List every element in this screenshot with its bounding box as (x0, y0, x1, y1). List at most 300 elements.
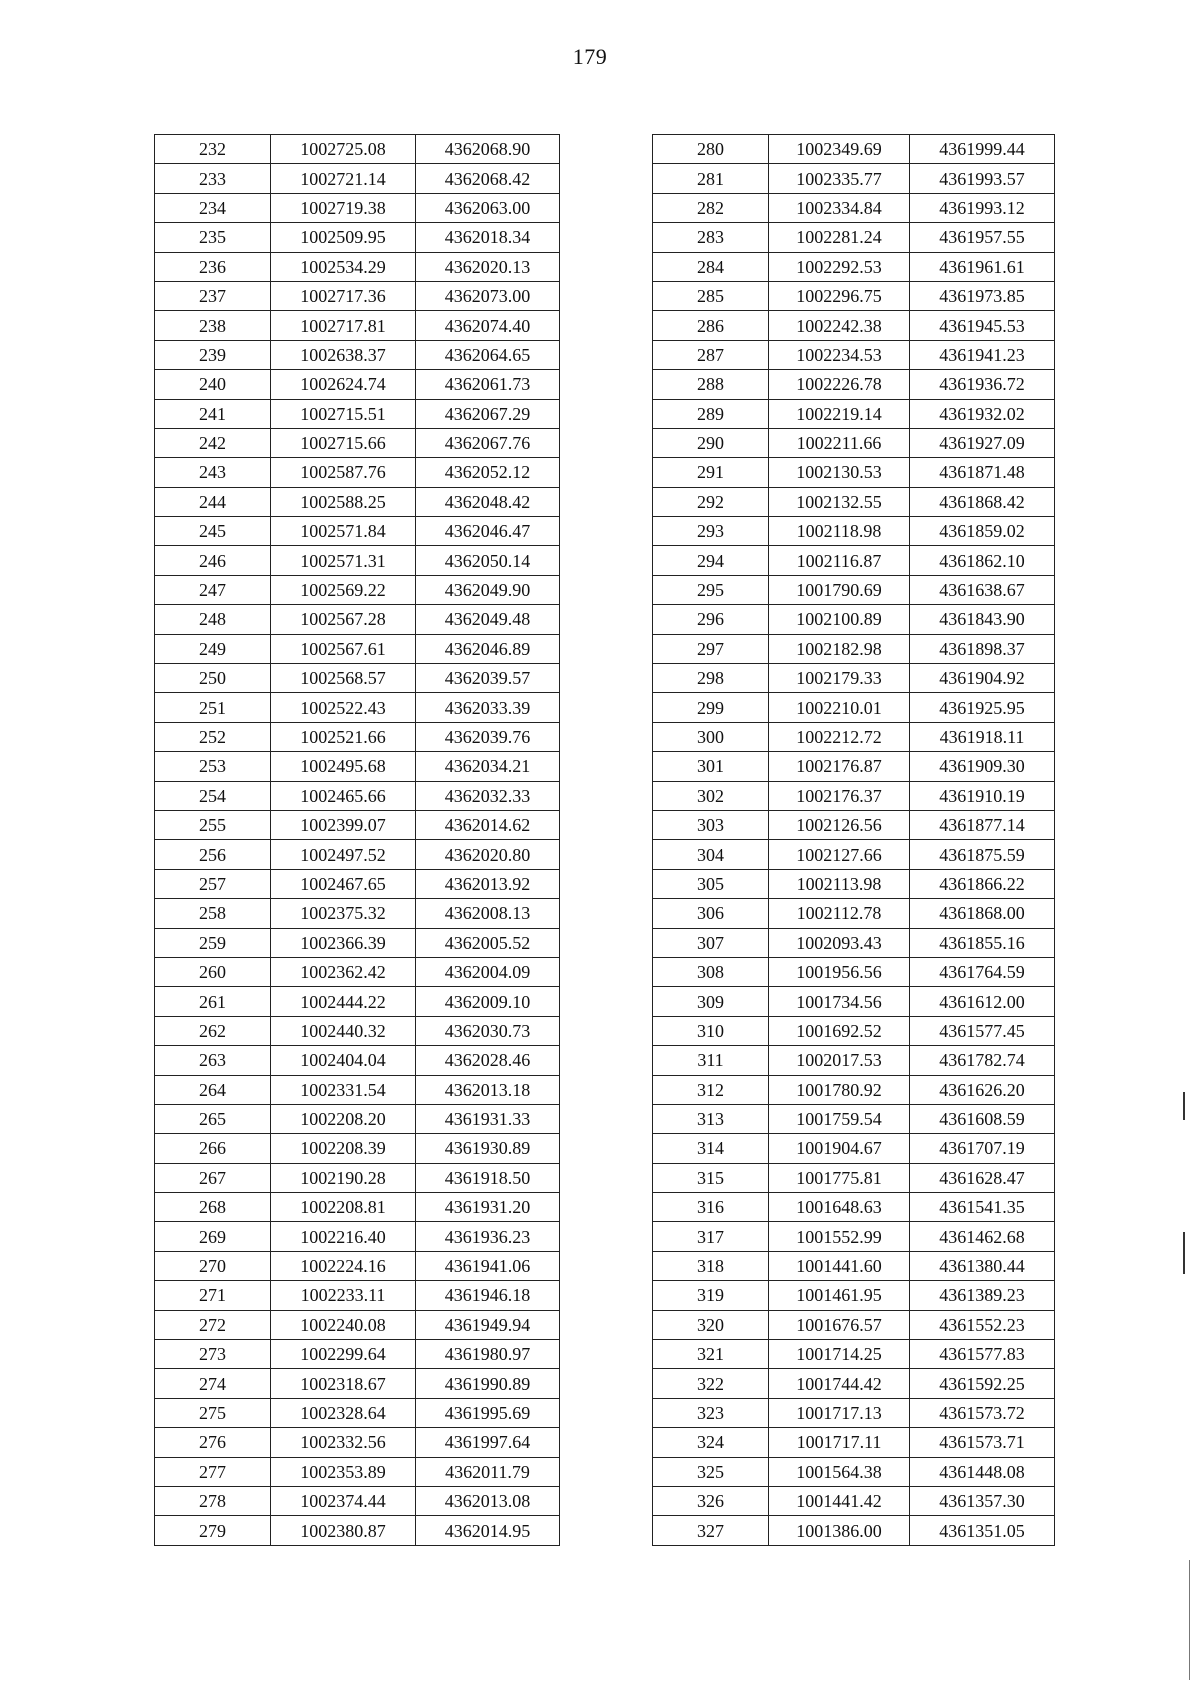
y-coordinate-cell: 4361909.30 (910, 752, 1055, 781)
table-row (653, 1340, 1055, 1369)
table-row (155, 1281, 560, 1310)
table-row (653, 987, 1055, 1016)
point-number-cell: 300 (653, 722, 769, 751)
y-coordinate-cell: 4361868.42 (910, 487, 1055, 516)
point-number-cell: 260 (155, 957, 271, 986)
point-number-cell: 313 (653, 1104, 769, 1133)
table-row (155, 517, 560, 546)
y-coordinate-cell: 4361930.89 (416, 1134, 560, 1163)
table-row (653, 957, 1055, 986)
x-coordinate-cell: 1002234.53 (769, 340, 910, 369)
y-coordinate-cell: 4362049.90 (416, 575, 560, 604)
x-coordinate-cell: 1002328.64 (271, 1398, 416, 1427)
table-row (653, 223, 1055, 252)
point-number-cell: 266 (155, 1134, 271, 1163)
table-row (155, 1369, 560, 1398)
point-number-cell: 277 (155, 1457, 271, 1486)
point-number-cell: 247 (155, 575, 271, 604)
y-coordinate-cell: 4361592.25 (910, 1369, 1055, 1398)
table-row (155, 957, 560, 986)
y-coordinate-cell: 4361918.11 (910, 722, 1055, 751)
table-row (155, 693, 560, 722)
x-coordinate-cell: 1002571.84 (271, 517, 416, 546)
table-row (155, 340, 560, 369)
x-coordinate-cell: 1002211.66 (769, 428, 910, 457)
point-number-cell: 263 (155, 1046, 271, 1075)
point-number-cell: 278 (155, 1486, 271, 1515)
point-number-cell: 257 (155, 869, 271, 898)
x-coordinate-cell: 1001386.00 (769, 1516, 910, 1545)
table-row (653, 135, 1055, 164)
x-coordinate-cell: 1002126.56 (769, 810, 910, 839)
table-row (653, 605, 1055, 634)
point-number-cell: 276 (155, 1428, 271, 1457)
x-coordinate-cell: 1002219.14 (769, 399, 910, 428)
point-number-cell: 265 (155, 1104, 271, 1133)
point-number-cell: 306 (653, 899, 769, 928)
x-coordinate-cell: 1002497.52 (271, 840, 416, 869)
y-coordinate-cell: 4361573.71 (910, 1428, 1055, 1457)
table-row (155, 487, 560, 516)
y-coordinate-cell: 4362033.39 (416, 693, 560, 722)
table-row (155, 987, 560, 1016)
table-row (155, 1075, 560, 1104)
x-coordinate-cell: 1002017.53 (769, 1046, 910, 1075)
point-number-cell: 268 (155, 1193, 271, 1222)
x-coordinate-cell: 1002534.29 (271, 252, 416, 281)
point-number-cell: 309 (653, 987, 769, 1016)
scan-artifact-mark (1189, 1560, 1190, 1680)
table-row (155, 428, 560, 457)
point-number-cell: 269 (155, 1222, 271, 1251)
table-row (653, 340, 1055, 369)
x-coordinate-cell: 1002467.65 (271, 869, 416, 898)
y-coordinate-cell: 4362050.14 (416, 546, 560, 575)
point-number-cell: 314 (653, 1134, 769, 1163)
point-number-cell: 327 (653, 1516, 769, 1545)
y-coordinate-cell: 4362011.79 (416, 1457, 560, 1486)
point-number-cell: 301 (653, 752, 769, 781)
x-coordinate-cell: 1001441.42 (769, 1486, 910, 1515)
y-coordinate-cell: 4362061.73 (416, 370, 560, 399)
point-number-cell: 317 (653, 1222, 769, 1251)
point-number-cell: 308 (653, 957, 769, 986)
coordinates-table-right (652, 134, 1055, 1546)
point-number-cell: 254 (155, 781, 271, 810)
x-coordinate-cell: 1001564.38 (769, 1457, 910, 1486)
x-coordinate-cell: 1002399.07 (271, 810, 416, 839)
point-number-cell: 312 (653, 1075, 769, 1104)
point-number-cell: 320 (653, 1310, 769, 1339)
page-number: 179 (572, 44, 608, 69)
y-coordinate-cell: 4361862.10 (910, 546, 1055, 575)
table-row (653, 869, 1055, 898)
point-number-cell: 290 (653, 428, 769, 457)
x-coordinate-cell: 1002715.66 (271, 428, 416, 457)
y-coordinate-cell: 4362004.09 (416, 957, 560, 986)
table-row (653, 458, 1055, 487)
table-row (155, 135, 560, 164)
table-row (653, 311, 1055, 340)
y-coordinate-cell: 4361927.09 (910, 428, 1055, 457)
table-row (653, 428, 1055, 457)
y-coordinate-cell: 4362020.80 (416, 840, 560, 869)
y-coordinate-cell: 4362046.89 (416, 634, 560, 663)
x-coordinate-cell: 1002210.01 (769, 693, 910, 722)
table-row (155, 1046, 560, 1075)
y-coordinate-cell: 4362046.47 (416, 517, 560, 546)
y-coordinate-cell: 4361931.33 (416, 1104, 560, 1133)
y-coordinate-cell: 4361351.05 (910, 1516, 1055, 1545)
y-coordinate-cell: 4361866.22 (910, 869, 1055, 898)
table-row (653, 1104, 1055, 1133)
table-row (653, 1075, 1055, 1104)
point-number-cell: 244 (155, 487, 271, 516)
table-row (653, 281, 1055, 310)
y-coordinate-cell: 4361855.16 (910, 928, 1055, 957)
x-coordinate-cell: 1001717.11 (769, 1428, 910, 1457)
x-coordinate-cell: 1002444.22 (271, 987, 416, 1016)
y-coordinate-cell: 4361946.18 (416, 1281, 560, 1310)
x-coordinate-cell: 1002292.53 (769, 252, 910, 281)
point-number-cell: 275 (155, 1398, 271, 1427)
y-coordinate-cell: 4361898.37 (910, 634, 1055, 663)
table-row (155, 1104, 560, 1133)
y-coordinate-cell: 4362020.13 (416, 252, 560, 281)
point-number-cell: 272 (155, 1310, 271, 1339)
y-coordinate-cell: 4361936.72 (910, 370, 1055, 399)
x-coordinate-cell: 1002522.43 (271, 693, 416, 722)
table-row (155, 252, 560, 281)
point-number-cell: 271 (155, 1281, 271, 1310)
x-coordinate-cell: 1002375.32 (271, 899, 416, 928)
x-coordinate-cell: 1002719.38 (271, 193, 416, 222)
point-number-cell: 245 (155, 517, 271, 546)
table-row (155, 1310, 560, 1339)
x-coordinate-cell: 1002299.64 (271, 1340, 416, 1369)
y-coordinate-cell: 4361904.92 (910, 664, 1055, 693)
x-coordinate-cell: 1001714.25 (769, 1340, 910, 1369)
x-coordinate-cell: 1001775.81 (769, 1163, 910, 1192)
point-number-cell: 296 (653, 605, 769, 634)
coordinates-table-left-body (155, 135, 560, 1546)
y-coordinate-cell: 4361612.00 (910, 987, 1055, 1016)
x-coordinate-cell: 1002224.16 (271, 1251, 416, 1280)
point-number-cell: 322 (653, 1369, 769, 1398)
y-coordinate-cell: 4362013.08 (416, 1486, 560, 1515)
point-number-cell: 318 (653, 1251, 769, 1280)
table-row (653, 1046, 1055, 1075)
point-number-cell: 285 (653, 281, 769, 310)
table-row (155, 1398, 560, 1427)
x-coordinate-cell: 1002568.57 (271, 664, 416, 693)
point-number-cell: 294 (653, 546, 769, 575)
table-row (653, 781, 1055, 810)
y-coordinate-cell: 4362005.52 (416, 928, 560, 957)
x-coordinate-cell: 1002587.76 (271, 458, 416, 487)
point-number-cell: 297 (653, 634, 769, 663)
point-number-cell: 242 (155, 428, 271, 457)
x-coordinate-cell: 1002465.66 (271, 781, 416, 810)
point-number-cell: 253 (155, 752, 271, 781)
table-row (155, 664, 560, 693)
y-coordinate-cell: 4362064.65 (416, 340, 560, 369)
y-coordinate-cell: 4361941.23 (910, 340, 1055, 369)
x-coordinate-cell: 1001744.42 (769, 1369, 910, 1398)
point-number-cell: 305 (653, 869, 769, 898)
table-row (653, 1281, 1055, 1310)
table-row (155, 370, 560, 399)
table-row (653, 1193, 1055, 1222)
y-coordinate-cell: 4361573.72 (910, 1398, 1055, 1427)
table-row (653, 575, 1055, 604)
x-coordinate-cell: 1002318.67 (271, 1369, 416, 1398)
point-number-cell: 236 (155, 252, 271, 281)
table-row (653, 193, 1055, 222)
x-coordinate-cell: 1002331.54 (271, 1075, 416, 1104)
y-coordinate-cell: 4361980.97 (416, 1340, 560, 1369)
point-number-cell: 270 (155, 1251, 271, 1280)
x-coordinate-cell: 1002571.31 (271, 546, 416, 575)
y-coordinate-cell: 4362028.46 (416, 1046, 560, 1075)
point-number-cell: 292 (653, 487, 769, 516)
table-row (155, 722, 560, 751)
x-coordinate-cell: 1002567.28 (271, 605, 416, 634)
x-coordinate-cell: 1002113.98 (769, 869, 910, 898)
point-number-cell: 262 (155, 1016, 271, 1045)
y-coordinate-cell: 4362009.10 (416, 987, 560, 1016)
table-row (653, 1310, 1055, 1339)
x-coordinate-cell: 1002334.84 (769, 193, 910, 222)
y-coordinate-cell: 4361764.59 (910, 957, 1055, 986)
point-number-cell: 248 (155, 605, 271, 634)
point-number-cell: 235 (155, 223, 271, 252)
x-coordinate-cell: 1001956.56 (769, 957, 910, 986)
y-coordinate-cell: 4361448.08 (910, 1457, 1055, 1486)
x-coordinate-cell: 1002242.38 (769, 311, 910, 340)
x-coordinate-cell: 1002190.28 (271, 1163, 416, 1192)
y-coordinate-cell: 4361638.67 (910, 575, 1055, 604)
x-coordinate-cell: 1001790.69 (769, 575, 910, 604)
point-number-cell: 324 (653, 1428, 769, 1457)
point-number-cell: 282 (653, 193, 769, 222)
y-coordinate-cell: 4362039.76 (416, 722, 560, 751)
y-coordinate-cell: 4361707.19 (910, 1134, 1055, 1163)
y-coordinate-cell: 4361918.50 (416, 1163, 560, 1192)
x-coordinate-cell: 1002332.56 (271, 1428, 416, 1457)
x-coordinate-cell: 1001441.60 (769, 1251, 910, 1280)
point-number-cell: 261 (155, 987, 271, 1016)
x-coordinate-cell: 1002624.74 (271, 370, 416, 399)
x-coordinate-cell: 1002717.81 (271, 311, 416, 340)
point-number-cell: 256 (155, 840, 271, 869)
x-coordinate-cell: 1001692.52 (769, 1016, 910, 1045)
table-row (653, 1428, 1055, 1457)
y-coordinate-cell: 4361949.94 (416, 1310, 560, 1339)
table-row (653, 1251, 1055, 1280)
table-row (155, 281, 560, 310)
y-coordinate-cell: 4361961.61 (910, 252, 1055, 281)
x-coordinate-cell: 1002127.66 (769, 840, 910, 869)
y-coordinate-cell: 4361997.64 (416, 1428, 560, 1457)
y-coordinate-cell: 4361993.12 (910, 193, 1055, 222)
x-coordinate-cell: 1002112.78 (769, 899, 910, 928)
y-coordinate-cell: 4362030.73 (416, 1016, 560, 1045)
table-row (653, 810, 1055, 839)
y-coordinate-cell: 4361628.47 (910, 1163, 1055, 1192)
table-row (155, 928, 560, 957)
point-number-cell: 284 (653, 252, 769, 281)
y-coordinate-cell: 4362074.40 (416, 311, 560, 340)
table-row (653, 546, 1055, 575)
point-number-cell: 298 (653, 664, 769, 693)
table-row (653, 1457, 1055, 1486)
y-coordinate-cell: 4362018.34 (416, 223, 560, 252)
x-coordinate-cell: 1002495.68 (271, 752, 416, 781)
y-coordinate-cell: 4362068.90 (416, 135, 560, 164)
x-coordinate-cell: 1002179.33 (769, 664, 910, 693)
point-number-cell: 264 (155, 1075, 271, 1104)
x-coordinate-cell: 1002588.25 (271, 487, 416, 516)
y-coordinate-cell: 4361957.55 (910, 223, 1055, 252)
table-row (155, 1457, 560, 1486)
y-coordinate-cell: 4361875.59 (910, 840, 1055, 869)
y-coordinate-cell: 4361999.44 (910, 135, 1055, 164)
x-coordinate-cell: 1002281.24 (769, 223, 910, 252)
x-coordinate-cell: 1002374.44 (271, 1486, 416, 1515)
point-number-cell: 316 (653, 1193, 769, 1222)
point-number-cell: 283 (653, 223, 769, 252)
x-coordinate-cell: 1001780.92 (769, 1075, 910, 1104)
point-number-cell: 326 (653, 1486, 769, 1515)
y-coordinate-cell: 4361626.20 (910, 1075, 1055, 1104)
y-coordinate-cell: 4361941.06 (416, 1251, 560, 1280)
x-coordinate-cell: 1002216.40 (271, 1222, 416, 1251)
table-row (653, 1134, 1055, 1163)
point-number-cell: 286 (653, 311, 769, 340)
point-number-cell: 304 (653, 840, 769, 869)
scan-artifact-mark (1183, 1092, 1185, 1120)
point-number-cell: 246 (155, 546, 271, 575)
point-number-cell: 323 (653, 1398, 769, 1427)
y-coordinate-cell: 4361380.44 (910, 1251, 1055, 1280)
table-row (155, 1016, 560, 1045)
table-row (155, 458, 560, 487)
table-row (653, 370, 1055, 399)
y-coordinate-cell: 4362014.62 (416, 810, 560, 839)
table-row (653, 634, 1055, 663)
point-number-cell: 302 (653, 781, 769, 810)
x-coordinate-cell: 1002725.08 (271, 135, 416, 164)
x-coordinate-cell: 1002233.11 (271, 1281, 416, 1310)
x-coordinate-cell: 1001759.54 (769, 1104, 910, 1133)
x-coordinate-cell: 1002118.98 (769, 517, 910, 546)
point-number-cell: 325 (653, 1457, 769, 1486)
y-coordinate-cell: 4362014.95 (416, 1516, 560, 1545)
scan-artifact-mark (1183, 1232, 1185, 1274)
y-coordinate-cell: 4361577.45 (910, 1016, 1055, 1045)
table-row (155, 752, 560, 781)
x-coordinate-cell: 1002715.51 (271, 399, 416, 428)
y-coordinate-cell: 4361945.53 (910, 311, 1055, 340)
y-coordinate-cell: 4361843.90 (910, 605, 1055, 634)
y-coordinate-cell: 4362067.76 (416, 428, 560, 457)
table-row (653, 664, 1055, 693)
y-coordinate-cell: 4361782.74 (910, 1046, 1055, 1075)
table-row (155, 1486, 560, 1515)
point-number-cell: 295 (653, 575, 769, 604)
table-row (155, 810, 560, 839)
point-number-cell: 238 (155, 311, 271, 340)
y-coordinate-cell: 4361993.57 (910, 164, 1055, 193)
point-number-cell: 287 (653, 340, 769, 369)
y-coordinate-cell: 4361552.23 (910, 1310, 1055, 1339)
point-number-cell: 289 (653, 399, 769, 428)
table-row (653, 928, 1055, 957)
x-coordinate-cell: 1002721.14 (271, 164, 416, 193)
table-row (155, 840, 560, 869)
table-row (653, 1222, 1055, 1251)
table-row (653, 252, 1055, 281)
table-row (155, 546, 560, 575)
table-row (155, 575, 560, 604)
table-row (155, 193, 560, 222)
y-coordinate-cell: 4361931.20 (416, 1193, 560, 1222)
table-row (653, 517, 1055, 546)
table-row (653, 1163, 1055, 1192)
y-coordinate-cell: 4361995.69 (416, 1398, 560, 1427)
coordinates-table-left (154, 134, 560, 1546)
point-number-cell: 240 (155, 370, 271, 399)
point-number-cell: 259 (155, 928, 271, 957)
y-coordinate-cell: 4361871.48 (910, 458, 1055, 487)
y-coordinate-cell: 4362034.21 (416, 752, 560, 781)
y-coordinate-cell: 4362048.42 (416, 487, 560, 516)
point-number-cell: 237 (155, 281, 271, 310)
point-number-cell: 243 (155, 458, 271, 487)
table-row (155, 899, 560, 928)
table-row (155, 781, 560, 810)
point-number-cell: 310 (653, 1016, 769, 1045)
y-coordinate-cell: 4361541.35 (910, 1193, 1055, 1222)
y-coordinate-cell: 4361608.59 (910, 1104, 1055, 1133)
point-number-cell: 239 (155, 340, 271, 369)
y-coordinate-cell: 4361389.23 (910, 1281, 1055, 1310)
x-coordinate-cell: 1002521.66 (271, 722, 416, 751)
point-number-cell: 280 (653, 135, 769, 164)
x-coordinate-cell: 1001648.63 (769, 1193, 910, 1222)
x-coordinate-cell: 1002132.55 (769, 487, 910, 516)
table-row (155, 1428, 560, 1457)
x-coordinate-cell: 1001904.67 (769, 1134, 910, 1163)
x-coordinate-cell: 1002380.87 (271, 1516, 416, 1545)
table-row (155, 1163, 560, 1192)
y-coordinate-cell: 4361973.85 (910, 281, 1055, 310)
table-row (155, 1340, 560, 1369)
point-number-cell: 241 (155, 399, 271, 428)
x-coordinate-cell: 1002208.39 (271, 1134, 416, 1163)
x-coordinate-cell: 1002130.53 (769, 458, 910, 487)
table-row (155, 1516, 560, 1545)
table-row (653, 752, 1055, 781)
point-number-cell: 315 (653, 1163, 769, 1192)
y-coordinate-cell: 4362032.33 (416, 781, 560, 810)
point-number-cell: 299 (653, 693, 769, 722)
point-number-cell: 307 (653, 928, 769, 957)
x-coordinate-cell: 1002717.36 (271, 281, 416, 310)
x-coordinate-cell: 1002567.61 (271, 634, 416, 663)
x-coordinate-cell: 1001552.99 (769, 1222, 910, 1251)
